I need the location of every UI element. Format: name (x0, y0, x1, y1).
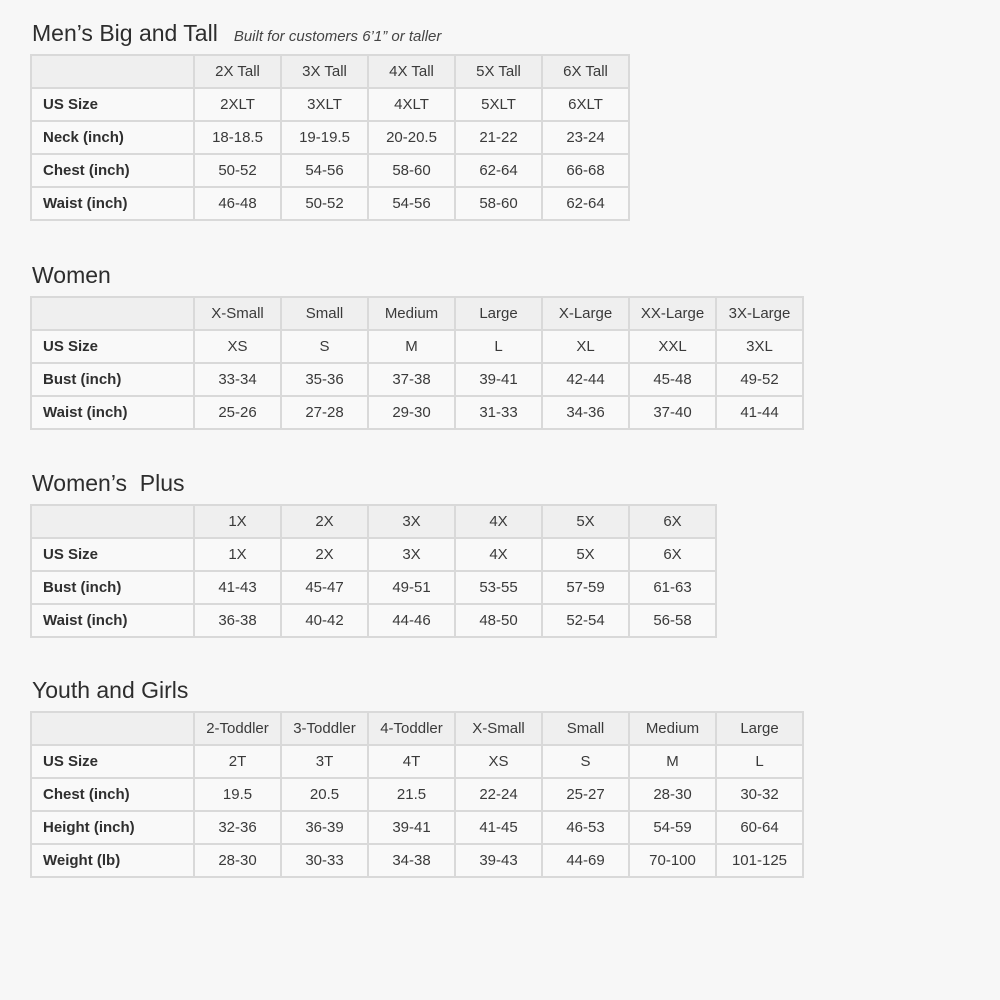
table-cell: 48-50 (455, 604, 542, 637)
table-cell: 41-45 (455, 811, 542, 844)
table-cell: 22-24 (455, 778, 542, 811)
table-row (31, 121, 629, 154)
table-cell: 33-34 (194, 363, 281, 396)
row-label: US Size (31, 538, 194, 571)
column-header: 2X Tall (194, 55, 281, 88)
row-label: Waist (inch) (31, 396, 194, 429)
row-label: Chest (inch) (31, 154, 194, 187)
table-cell: 44-69 (542, 844, 629, 877)
section-header (30, 470, 717, 504)
table-row (31, 745, 803, 778)
row-label: Waist (inch) (31, 187, 194, 220)
table-cell: 32-36 (194, 811, 281, 844)
table-cell: 20-20.5 (368, 121, 455, 154)
table-corner-cell (31, 505, 194, 538)
table-cell: S (281, 330, 368, 363)
table-header-row (31, 505, 716, 538)
column-header: 2X (281, 505, 368, 538)
column-header: 4-Toddler (368, 712, 455, 745)
table-cell: 41-44 (716, 396, 803, 429)
row-label: US Size (31, 330, 194, 363)
column-header: Medium (629, 712, 716, 745)
table-row (31, 396, 803, 429)
table-row (31, 154, 629, 187)
section-header (30, 677, 804, 711)
table-cell: M (629, 745, 716, 778)
table-cell: 49-51 (368, 571, 455, 604)
column-header: XX-Large (629, 297, 716, 330)
mens-big-tall-section (30, 20, 630, 221)
table-cell: S (542, 745, 629, 778)
youth-girls-section (30, 677, 804, 878)
row-label: US Size (31, 745, 194, 778)
table-cell: 37-40 (629, 396, 716, 429)
table-row (31, 604, 716, 637)
table-corner-cell (31, 55, 194, 88)
column-header: 5X Tall (455, 55, 542, 88)
table-cell: 5XLT (455, 88, 542, 121)
table-row (31, 844, 803, 877)
table-cell: 1X (194, 538, 281, 571)
row-label: Bust (inch) (31, 363, 194, 396)
size-table (30, 296, 804, 430)
size-table (30, 54, 630, 221)
row-label: Chest (inch) (31, 778, 194, 811)
column-header: 3-Toddler (281, 712, 368, 745)
column-header: 3X Tall (281, 55, 368, 88)
table-cell: 30-33 (281, 844, 368, 877)
table-cell: 37-38 (368, 363, 455, 396)
table-cell: 60-64 (716, 811, 803, 844)
column-header: Large (455, 297, 542, 330)
table-cell: 45-48 (629, 363, 716, 396)
table-cell: 21-22 (455, 121, 542, 154)
section-subtitle: Built for customers 6’1” or taller (233, 28, 442, 45)
table-cell: M (368, 330, 455, 363)
table-cell: 4T (368, 745, 455, 778)
table-cell: 6X (629, 538, 716, 571)
table-cell: 3T (281, 745, 368, 778)
row-label: Neck (inch) (31, 121, 194, 154)
row-label: Height (inch) (31, 811, 194, 844)
table-cell: 61-63 (629, 571, 716, 604)
table-cell: 50-52 (281, 187, 368, 220)
table-corner-cell (31, 712, 194, 745)
column-header: Medium (368, 297, 455, 330)
table-cell: 34-38 (368, 844, 455, 877)
table-cell: 39-41 (455, 363, 542, 396)
table-cell: 19-19.5 (281, 121, 368, 154)
table-cell: 57-59 (542, 571, 629, 604)
table-row (31, 571, 716, 604)
row-label: Bust (inch) (31, 571, 194, 604)
column-header: Small (542, 712, 629, 745)
table-cell: 54-56 (368, 187, 455, 220)
table-cell: 58-60 (368, 154, 455, 187)
table-row (31, 363, 803, 396)
table-cell: 18-18.5 (194, 121, 281, 154)
table-cell: L (716, 745, 803, 778)
table-cell: 20.5 (281, 778, 368, 811)
table-cell: 44-46 (368, 604, 455, 637)
table-cell: 19.5 (194, 778, 281, 811)
table-cell: 25-26 (194, 396, 281, 429)
section-title: Women (32, 262, 111, 288)
column-header: 3X (368, 505, 455, 538)
table-row (31, 330, 803, 363)
column-header: 3X-Large (716, 297, 803, 330)
table-cell: 5X (542, 538, 629, 571)
table-cell: 3XL (716, 330, 803, 363)
table-cell: 36-38 (194, 604, 281, 637)
women-section (30, 262, 804, 430)
table-cell: 40-42 (281, 604, 368, 637)
column-header: X-Large (542, 297, 629, 330)
table-cell: 58-60 (455, 187, 542, 220)
table-cell: 35-36 (281, 363, 368, 396)
table-cell: 45-47 (281, 571, 368, 604)
row-label: Waist (inch) (31, 604, 194, 637)
table-cell: XS (194, 330, 281, 363)
table-cell: 30-32 (716, 778, 803, 811)
column-header: 5X (542, 505, 629, 538)
table-cell: XXL (629, 330, 716, 363)
table-row (31, 187, 629, 220)
table-cell: 42-44 (542, 363, 629, 396)
size-table (30, 504, 717, 638)
table-cell: 53-55 (455, 571, 542, 604)
table-cell: 62-64 (455, 154, 542, 187)
table-cell: 2XLT (194, 88, 281, 121)
table-cell: 6XLT (542, 88, 629, 121)
column-header: 1X (194, 505, 281, 538)
table-cell: 39-41 (368, 811, 455, 844)
column-header: 2-Toddler (194, 712, 281, 745)
column-header: 4X (455, 505, 542, 538)
table-cell: 50-52 (194, 154, 281, 187)
table-cell: 21.5 (368, 778, 455, 811)
table-header-row (31, 297, 803, 330)
table-cell: 3XLT (281, 88, 368, 121)
table-cell: 54-59 (629, 811, 716, 844)
table-cell: 34-36 (542, 396, 629, 429)
table-cell: 28-30 (629, 778, 716, 811)
table-cell: 39-43 (455, 844, 542, 877)
table-cell: 36-39 (281, 811, 368, 844)
table-corner-cell (31, 297, 194, 330)
table-cell: 52-54 (542, 604, 629, 637)
section-title: Youth and Girls (32, 677, 189, 703)
table-row (31, 88, 629, 121)
table-cell: 27-28 (281, 396, 368, 429)
table-cell: 66-68 (542, 154, 629, 187)
table-cell: 70-100 (629, 844, 716, 877)
table-header-row (31, 712, 803, 745)
column-header: Small (281, 297, 368, 330)
table-row (31, 538, 716, 571)
section-header (30, 262, 804, 296)
table-cell: 41-43 (194, 571, 281, 604)
table-cell: 2T (194, 745, 281, 778)
column-header: 6X Tall (542, 55, 629, 88)
table-cell: 2X (281, 538, 368, 571)
column-header: Large (716, 712, 803, 745)
table-cell: XS (455, 745, 542, 778)
table-cell: L (455, 330, 542, 363)
size-table (30, 711, 804, 878)
table-cell: 28-30 (194, 844, 281, 877)
section-header (30, 20, 630, 54)
table-cell: 29-30 (368, 396, 455, 429)
table-cell: 3X (368, 538, 455, 571)
table-cell: 54-56 (281, 154, 368, 187)
column-header: 6X (629, 505, 716, 538)
table-cell: 25-27 (542, 778, 629, 811)
column-header: X-Small (455, 712, 542, 745)
table-cell: 56-58 (629, 604, 716, 637)
table-cell: 23-24 (542, 121, 629, 154)
table-cell: 4XLT (368, 88, 455, 121)
section-title: Women’s Plus (32, 470, 185, 496)
table-cell: 31-33 (455, 396, 542, 429)
table-cell: 46-53 (542, 811, 629, 844)
table-row (31, 811, 803, 844)
table-cell: 62-64 (542, 187, 629, 220)
table-header-row (31, 55, 629, 88)
table-cell: 46-48 (194, 187, 281, 220)
table-row (31, 778, 803, 811)
row-label: US Size (31, 88, 194, 121)
womens-plus-section (30, 470, 717, 638)
table-cell: XL (542, 330, 629, 363)
column-header: X-Small (194, 297, 281, 330)
table-cell: 49-52 (716, 363, 803, 396)
row-label: Weight (lb) (31, 844, 194, 877)
section-title: Men’s Big and Tall (32, 20, 218, 46)
table-cell: 101-125 (716, 844, 803, 877)
column-header: 4X Tall (368, 55, 455, 88)
table-cell: 4X (455, 538, 542, 571)
